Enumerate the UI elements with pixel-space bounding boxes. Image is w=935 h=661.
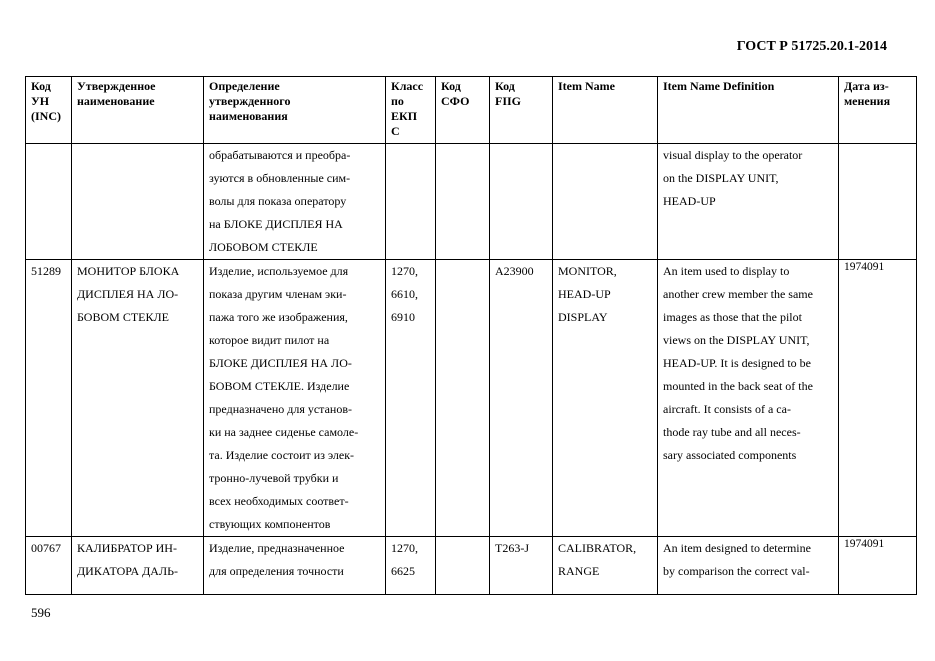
text-line: БОВОМ СТЕКЛЕ. Изделие [209, 379, 350, 393]
nomenclature-table [25, 76, 917, 595]
text-line: thode ray tube and all neces- [663, 425, 801, 439]
cell-name [72, 144, 204, 260]
text-line: С [391, 124, 400, 138]
text-line: visual display to the operator [663, 148, 803, 162]
cell-item-name [553, 144, 658, 260]
cell-fiig: T263-J [490, 537, 553, 595]
text-line: 6625 [391, 564, 415, 578]
table-row [26, 537, 917, 595]
text-line: та. Изделие состоит из элек- [209, 448, 355, 462]
text-line: наименование [77, 94, 155, 108]
column-header-inc [26, 77, 72, 144]
text-line: HEAD-UP [558, 287, 611, 301]
column-header-name-definition-ru [204, 77, 386, 144]
cell-code [26, 144, 72, 260]
cell-class [386, 144, 436, 260]
column-header-change-date [839, 77, 917, 144]
text-line: тронно-лучевой трубки и [209, 471, 339, 485]
table-row [26, 144, 917, 260]
text-line: наименования [209, 109, 288, 123]
text-line: утвержденного [209, 94, 291, 108]
text-line: DISPLAY [558, 310, 608, 324]
cell-item-definition [658, 144, 839, 260]
text-line: Код [495, 79, 515, 93]
text-line: на БЛОКЕ ДИСПЛЕЯ НА [209, 217, 343, 231]
document-code: ГОСТ Р 51725.20.1-2014 [736, 39, 887, 54]
text-line: by comparison the correct val- [663, 564, 810, 578]
text-line: Item Name Definition [663, 79, 775, 93]
text-line: sary associated components [663, 448, 797, 462]
text-line: RANGE [558, 564, 600, 578]
text-line: 1270, [391, 264, 418, 278]
text-line: ДИКАТОРА ДАЛЬ- [77, 564, 178, 578]
text-line: Утвержденное [77, 79, 156, 93]
text-line: ствующих компонентов [209, 517, 331, 531]
text-line: 1270, [391, 541, 418, 555]
column-header-sfo [436, 77, 490, 144]
text-line: пажа того же изображения, [209, 310, 348, 324]
text-line: another crew member the same [663, 287, 813, 301]
page-number: 596 [31, 605, 51, 620]
text-line: views on the DISPLAY UNIT, [663, 333, 810, 347]
text-line: HEAD-UP. It is designed to be [663, 356, 811, 370]
cell-item-name [553, 537, 658, 595]
text-line: 00767 [31, 541, 61, 555]
text-line: волы для показа оператору [209, 194, 347, 208]
cell-definition [204, 260, 386, 537]
text-line: MONITOR, [558, 264, 617, 278]
text-line: ки на заднее сиденье самоле- [209, 425, 359, 439]
text-line: 6610, [391, 287, 418, 301]
cell-item-definition [658, 537, 839, 595]
text-line: Код [31, 79, 51, 93]
text-line: images as those that the pilot [663, 310, 802, 324]
text-line: предназначено для установ- [209, 402, 352, 416]
text-line: БОВОМ СТЕКЛЕ [77, 310, 169, 324]
column-header-item-name-definition [658, 77, 839, 144]
text-line: 6910 [391, 310, 415, 324]
text-line: зуются в обновленные сим- [209, 171, 351, 185]
text-line: Изделие, предназначенное [209, 541, 345, 555]
cell-class [386, 537, 436, 595]
cell-name [72, 537, 204, 595]
cell-code [26, 537, 72, 595]
text-line: СФО [441, 94, 470, 108]
text-line: которое видит пилот на [209, 333, 330, 347]
text-line: для определения точности [209, 564, 344, 578]
text-line: (INC) [31, 109, 61, 123]
text-line: Изделие, используемое для [209, 264, 349, 278]
cell-date [839, 144, 917, 260]
text-line: Дата из- [844, 79, 889, 93]
text-line: mounted in the back seat of the [663, 379, 813, 393]
text-line: on the DISPLAY UNIT, [663, 171, 779, 185]
text-line: всех необходимых соответ- [209, 494, 349, 508]
cell-definition [204, 537, 386, 595]
cell-date: 1974091 [839, 260, 917, 537]
text-line: An item used to display to [663, 264, 790, 278]
cell-sfo [436, 144, 490, 260]
text-line: An item designed to determine [663, 541, 811, 555]
text-line: обрабатываются и преобра- [209, 148, 351, 162]
text-line: CALIBRATOR, [558, 541, 637, 555]
text-line: HEAD-UP [663, 194, 716, 208]
text-line: aircraft. It consists of a ca- [663, 402, 791, 416]
text-line: УН [31, 94, 50, 108]
text-line: ЛОБОВОМ СТЕКЛЕ [209, 240, 318, 254]
text-line: Код [441, 79, 461, 93]
column-header-class [386, 77, 436, 144]
cell-name [72, 260, 204, 537]
cell-sfo [436, 537, 490, 595]
text-line: 51289 [31, 264, 61, 278]
table-header-row [26, 77, 917, 144]
text-line: менения [844, 94, 891, 108]
text-line: FIIG [495, 94, 522, 108]
cell-sfo [436, 260, 490, 537]
column-header-item-name [553, 77, 658, 144]
column-header-approved-name [72, 77, 204, 144]
table-row [26, 260, 917, 537]
column-header-fiig [490, 77, 553, 144]
cell-item-definition [658, 260, 839, 537]
text-line: Item Name [558, 79, 615, 93]
cell-fiig [490, 144, 553, 260]
cell-code [26, 260, 72, 537]
text-line: по [391, 94, 404, 108]
text-line: показа другим членам эки- [209, 287, 347, 301]
cell-fiig: A23900 [490, 260, 553, 537]
cell-item-name [553, 260, 658, 537]
cell-definition [204, 144, 386, 260]
text-line: Класс [391, 79, 424, 93]
text-line: Определение [209, 79, 280, 93]
text-line: ДИСПЛЕЯ НА ЛО- [77, 287, 179, 301]
text-line: КАЛИБРАТОР ИН- [77, 541, 177, 555]
text-line: БЛОКЕ ДИСПЛЕЯ НА ЛО- [209, 356, 352, 370]
text-line: МОНИТОР БЛОКА [77, 264, 180, 278]
cell-class [386, 260, 436, 537]
text-line: ЕКП [391, 109, 418, 123]
cell-date: 1974091 [839, 537, 917, 595]
